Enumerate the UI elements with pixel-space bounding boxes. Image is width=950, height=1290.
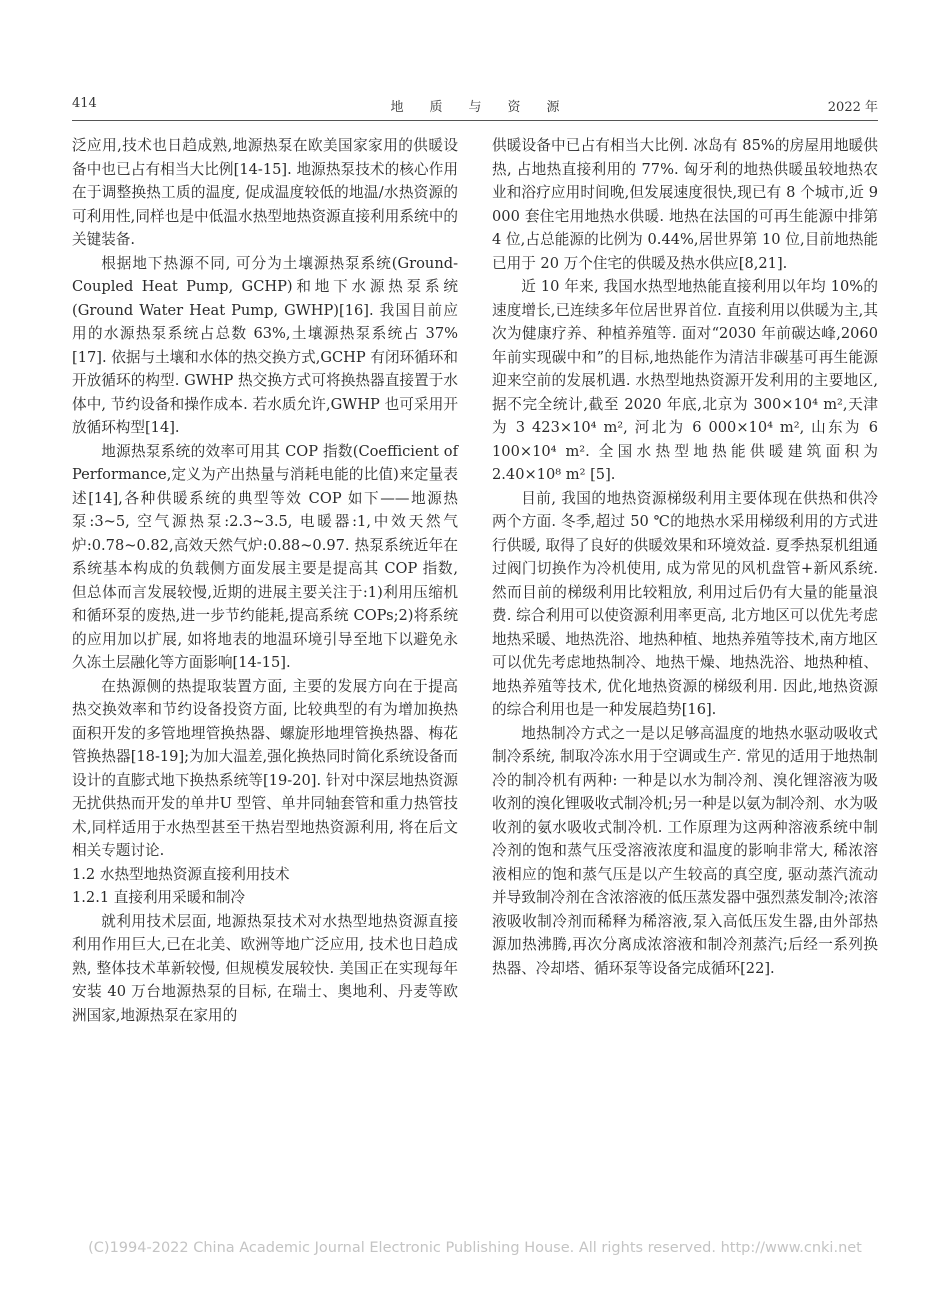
left-paragraph-2: 根据地下热源不同, 可分为土壤源热泵系统(Ground-Coupled Heat Pump, GCHP)和地下水源热泵系统(Ground Water Heat Pump, GWHP)[16]. 我国目前应用的水源热泵系统占总数 63%,土壤源热泵系统占 37%[17]. 依据与土壤和水体的热交换方式,GCHP 有闭环循环和开放循环的构型. GWHP 热交换方式可将换热器直接置于水体中, 节约设备和操作成本. 若水质允许,GWHP 也可采用开放循环构型[14].: [72, 254, 458, 436]
left-paragraph-4: 在热源侧的热提取装置方面, 主要的发展方向在于提高热交换效率和节约设备投资方面, 比较典型的有为增加换热面积开发的多管地埋管换热器、螺旋形地埋管换热器、梅花管换热器[18-19];为加大温差,强化换热同时简化系统设备而设计的直膨式地下换热系统等[19-20]. 针对中深层地热资源无扰供热而开发的单井U 型管、单井同轴套管和重力热管技术,同样适用于水热型甚至干热岩型地热资源利用, 将在后文相关专题讨论.: [72, 677, 458, 859]
journal-title: 地质与资源: [390, 100, 586, 115]
right-paragraph-4: 地热制冷方式之一是以足够高温度的地热水驱动吸收式制冷系统, 制取冷冻水用于空调或生产. 常见的适用于地热制冷的制冷机有两种: 一种是以水为制冷剂、溴化锂溶液为吸收剂的溴化锂吸收式制冷机;另一种是以氨为制冷剂、水为吸收剂的氨水吸收式制冷机. 工作原理为这两种溶液系统中制冷剂的饱和蒸气压受溶液浓度和温度的影响非常大, 稀浓溶液相应的饱和蒸气压是以产生较高的真空度, 驱动蒸汽流动并导致制冷剂在含浓溶液的低压蒸发器中强烈蒸发制冷;浓溶液吸收制冷剂而稀释为稀溶液,泵入高低压发生器,由外部热源加热沸腾,再次分离成浓溶液和制冷剂蒸汽;后经一系列换热器、冷却塔、循环泵等设备完成循环[22].: [492, 724, 878, 977]
header-rule: [72, 120, 878, 121]
issue-year: 2022 年: [827, 100, 878, 115]
page-number: 414: [72, 96, 97, 111]
right-paragraph-3: 目前, 我国的地热资源梯级利用主要体现在供热和供冷两个方面. 冬季,超过 50 ℃的地热水采用梯级利用的方式进行供暖, 取得了良好的供暖效果和环境效益. 夏季热泵机组通过阀门切换作为冷机使用, 成为常见的风机盘管+新风系统. 然而目前的梯级利用比较粗放, 利用过后仍有大量的能量浪费. 综合利用可以使资源利用率更高, 北方地区可以优先考虑地热采暖、地热洗浴、地热种植、地热养殖等技术,南方地区可以优先考虑地热制冷、地热干燥、地热洗浴、地热种植、地热养殖等技术, 优化地热资源的梯级利用. 因此,地热资源的综合利用也是一种发展趋势[16].: [492, 489, 878, 718]
left-paragraph-1: 泛应用,技术也日趋成熟,地源热泵在欧美国家家用的供暖设备中也已占有相当大比例[14-15]. 地源热泵技术的核心作用在于调整换热工质的温度, 促成温度较低的地温/水热资源的可利用性,同样也是中低温水热型地热资源直接利用系统中的关键装备.: [72, 137, 458, 248]
right-column: [492, 134, 878, 980]
right-paragraph-2: 近 10 年来, 我国水热型地热能直接利用以年均 10%的速度增长,已连续多年位居世界首位. 直接利用以供暖为主,其次为健康疗养、种植养殖等. 面对“2030 年前碳达峰,2060 年前实现碳中和”的目标,地热能作为清洁非碳基可再生能源迎来空前的发展机遇. 水热型地热资源开发利用的主要地区,据不完全统计,截至 2020 年底,北京为 300×10⁴ m²,天津为 3 423×10⁴ m², 河北为 6 000×10⁴ m², 山东为 6 100×10⁴ m². 全国水热型地热能供暖建筑面积为 2.40×10⁸ m² [5].: [492, 278, 878, 483]
left-column: [72, 134, 458, 1027]
right-paragraph-1: 供暖设备中已占有相当大比例. 冰岛有 85%的房屋用地暖供热, 占地热直接利用的 77%. 匈牙利的地热供暖虽较地热农业和浴疗应用时间晚,但发展速度很快,现已有 8 个城市,近 9 000 套住宅用地热水供暖. 地热在法国的可再生能源中排第 4 位,占总能源的比例为 0.44%,居世界第 10 位,目前地热能已用于 20 万个住宅的供暖及热水供应[8,21].: [492, 137, 878, 272]
left-paragraph-3: 地源热泵系统的效率可用其 COP 指数(Coefficient of Performance,定义为产出热量与消耗电能的比值)来定量表述[14],各种供暖系统的典型等效 COP 如下——地源热泵:3~5, 空气源热泵:2.3~3.5, 电暖器:1,中效天然气炉:0.78~0.82,高效天然气炉:0.88~0.97. 热泵系统近年在系统基本构成的负载侧方面发展主要是提高其 COP 指数, 但总体而言发展较慢,近期的进展主要关注于:1)利用压缩机和循环泵的废热,进一步节约能耗,提高系统 COPs;2)将系统的应用加以扩展, 如将地表的地温环境引导至地下以避免永久冻土层融化等方面影响[14-15].: [72, 442, 458, 671]
section-heading-1-2: 1.2 水热型地热资源直接利用技术: [72, 865, 290, 883]
left-paragraph-5: 就利用技术层面, 地源热泵技术对水热型地热资源直接利用作用巨大,已在北美、欧洲等地广泛应用, 技术也日趋成熟, 整体技术革新较慢, 但规模发展较快. 美国正在实现每年安装 40 万台地源热泵的目标, 在瑞士、奥地利、丹麦等欧洲国家,地源热泵在家用的: [72, 912, 458, 1024]
copyright-footer: (C)1994-2022 China Academic Journal Electronic Publishing House. All rights reserved. http://www.cnki.net: [88, 1240, 862, 1256]
section-heading-1-2-1: 1.2.1 直接利用采暖和制冷: [72, 889, 246, 906]
